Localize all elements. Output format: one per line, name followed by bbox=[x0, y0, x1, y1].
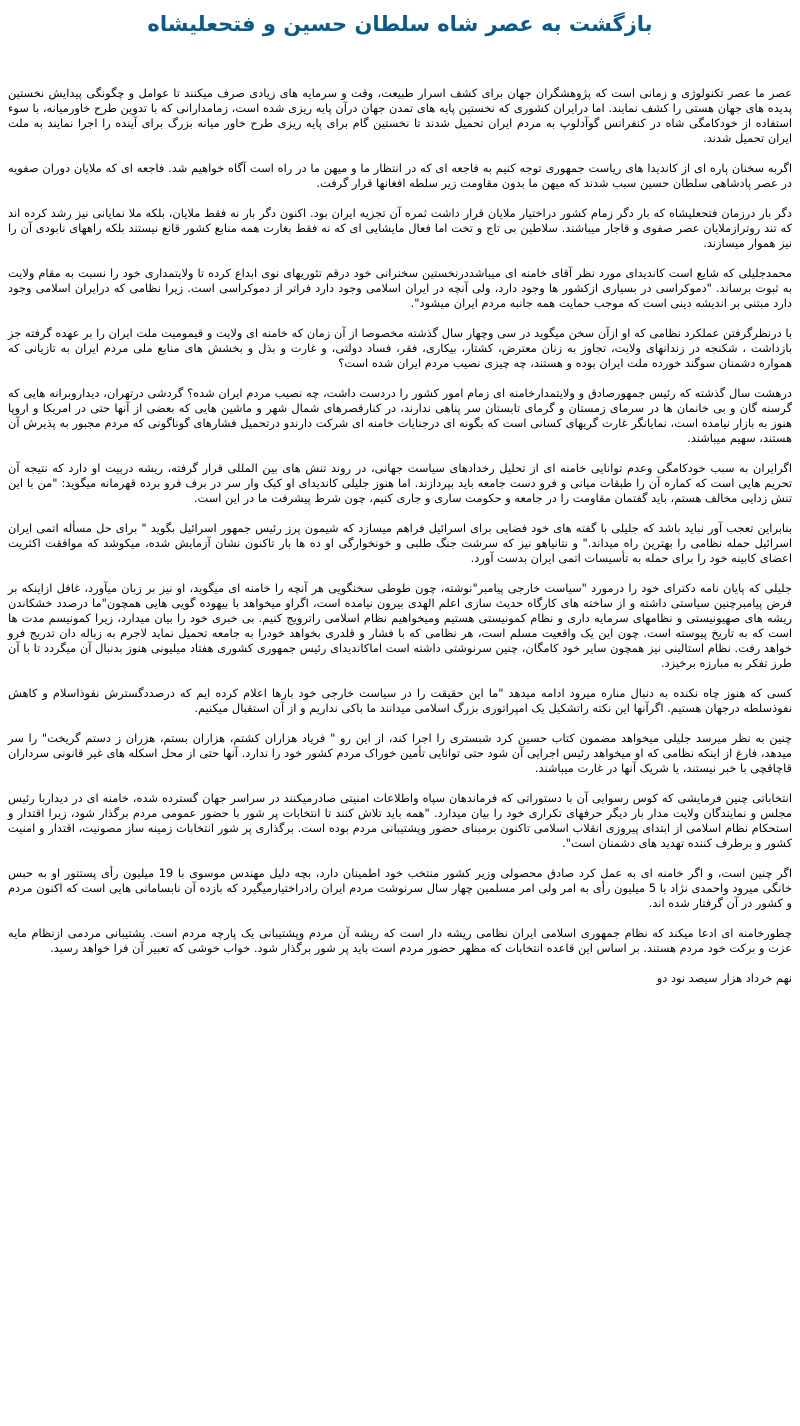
article-paragraph: اگربه سخنان پاره ای از کاندیدا های ریاست جمهوری توجه کنیم به فاجعه ای که در انتظار ما و میهن ما در راه است آگاه خواهیم شد. فاجعه ای که ملایان دوران صفویه در عصر پادشاهی سلطان حسین سبب شدند که میهن ما بدون مقاومت زیر سلطه افغانها قرار گرفت. bbox=[8, 161, 792, 190]
article-paragraph: با درنظرگرفتن عملکرد نظامی که او ازآن سخن میگوید در سی وچهار سال گذشته مخصوصا از آن زمان که خامنه ای ولایت و قیمومیت ملت ایران را بر عهده گرفته جز بازداشت ، شکنجه در زندانهای ولایت، تجاوز به زنان معترض، کشتار، بیکاری، فقر، فساد دولتی، و غارت و بذل و بخشش های منابع ملی مردم ایران به تازیانی که همواره دشمنان سوگند خورده ملت ایران بوده و هستند، چه چیزی نصیب مردم ایران شده است؟ bbox=[8, 326, 792, 370]
article-paragraph: کسی که هنوز چاه نکنده به دنبال مناره میرود ادامه میدهد "ما این حقیقت را در سیاست خارجی خود بارها اعلام کرده ایم که درصددگسترش نفوذاسلام و کاهش نفوذسلطه درجهان هستیم. اگرآنها این نکته راتشکیل یک امپراتوری بزرگ اسلامی میدانند ما باکی نداریم و از آن استقبال میکنیم. bbox=[8, 686, 792, 715]
article-paragraph: جلیلی که پایان نامه دکترای خود را درمورد "سیاست خارجی پیامبر"نوشته، چون طوطی سخنگویی هر آنچه را خامنه ای میگوید، او نیز بر زبان میآورد، غافل ازاینکه بر فرض پیامبرچنین سیاستی داشته و از ساخته های کارگاه حدیث سازی اعلم الهدی بیرون نیامده است، اگراو میخواهد با بیهوده گویی هایی همچون"ما درصدد خشکاندن ریشه های صهیونیستی و نظامهای سرمایه داری و نظام کمونیستی هستیم ومیخواهیم نظام اسلامی راترویج کنیم. بی خبری خود را بیان میدارد، زیرا کمونیسم مدت ها است که به تاریخ پیوسته است. چون این یک واقعیت مسلم است، هر نظامی که با فشار و قلدری بخواهد خودرا به جامعه تحمیل نماید لاجرم به زباله دان تدریج فرو خواهد رفت. نظام استالینی نیز همچون سایر خود کامگان، چنین سرنوشتی داشته است اماکاندیدای رئیس جمهوری کشوری هفتاد میلیونی هنوز بدنبال آن میگردد تا با آن طرز تفکر به مبارزه برخیزد. bbox=[8, 581, 792, 670]
article-paragraph: محمدجلیلی که شایع است کاندیدای مورد نظر آقای خامنه ای میباشددرنخستین سخنرانی خود درقم تئوریهای نوی ابداع کرده تا ولایتمداری خود را نسبت به مقام ولایت به ثبوت برساند. "دموکراسی در بسیاری ازکشور ها وجود دارد، ولی آنچه در ایران اسلامی وجود دارد فراتر از دموکراسی است. زیرا نظامی که درایران اسلامی وجود دارد مبتنی بر اندیشه دینی است که موجب حمایت همه جانبه مردم ایران میشود". bbox=[8, 266, 792, 310]
article-date: نهم خرداد هزار سیصد نود دو bbox=[656, 971, 792, 985]
article-paragraph: درهشت سال گذشته که رئیس جمهورصادق و ولایتمدارخامنه ای زمام امور کشور را دردست داشت، چه نصیب مردم ایران شده؟ گردشی درتهران، دیداروبرانه هایی که گرسنه گان و بی خانمان ها در سرمای زمستان و گرمای تابستان سر پناهی ندارند، در کنارقصرهای شمال شهر و ماشین هایی که بعضی از آنها حتی در امریکا و اروپا هنوز به بازار نیامده است، نمایانگر غارت گریهای کسانی است که بگونه ای درجنایات خامنه ای شرکت دارندو درتحمیل فشارهای گوناگونی که مردم مجبور به پذیرش آن هستند، سهیم میباشند. bbox=[8, 386, 792, 445]
article-body bbox=[8, 86, 792, 986]
article-paragraph: بنابراین تعجب آور نباید باشد که جلیلی با گفته های خود فضایی برای اسرائیل فراهم میسازد که شیمون پرز رئیس جمهور اسرائیل بگوید " برای حل مسأله اتمی ایران اسرائیل حمله نظامی را بهترین راه میداند." و نتانیاهو نیز که سرشت جنگ طلبی و خونخوارگی او ده ها بار تاکنون نشان آزمایش شده، میکوشد که موافقت اکثریت اعضای کابینه خود را برای حمله به تأسیسات اتمی ایران بدست آورد. bbox=[8, 521, 792, 565]
article-paragraph: اگرایران به سبب خودکامگی وعدم توانایی خامنه ای از تحلیل رخدادهای سیاست جهانی، در روند تنش های بین المللی قرار گرفته، ریشه دربیت او دارد که نتیجه آن تحریم هایی است که کماره آن را طبقات میانی و فرو دست جامعه باید بپردازند. اما هنوز جلیلی کاندیدای او کبک وار سر در برف فرو برده قهرمانه میگوید: "من با این تنش زدایی مخالف هستم، باید گفتمان مقاومت را در جامعه و حکومت ساری و جاری کنیم، چون شرط پیشرفت ما در این است. bbox=[8, 461, 792, 505]
page-title: بازگشت به عصر شاه سلطان حسین و فتحعلیشاه bbox=[147, 12, 653, 36]
article-paragraph: دگر بار درزمان فتحعلیشاه که بار دگر زمام کشور دراختیار ملایان قرار داشت ثمره آن تجزیه ایران بود. اکنون دگر بار نه فقط ملایان، بلکه ملا نمایانی نیز رشد کرده اند که تند روترازملایان عصر صفوی و قاجار میباشند. سلاطین بی تاج و تخت اما فعال مایشایی ای که نه فقط بغارت همه منابع کشور قانع نیستند بلکه راههای نابودی آن را نیز هموار میسازند. bbox=[8, 206, 792, 250]
article-paragraph: چنین به نظر میرسد جلیلی میخواهد مضمون کتاب حسین کرد شبستری را اجرا کند، از این رو " فریاد هزاران کشتم، هزاران بستم، هزران ز دستم گریخت" را سر میدهد، فارغ از اینکه نظامی که او میخواهد رئیس اجرایی آن شود حتی توانایی تأمین خوراک مردم کشور خود را ندارد. آنها حتی از محل اسکله های غیر قانونی سرداران قاچاقچی با خبر نیستند، یا شریک آنها در غارت میباشند. bbox=[8, 731, 792, 775]
article-paragraph: چطورخامنه ای ادعا میکند که نظام جمهوری اسلامی ایران نظامی ریشه دار است که ریشه آن مردم وپشتیبانی یک پارچه مردم است. پشتیبانی مردمی ازنظام مایه عزت و برکت خود مردم هستند. بر اساس این قاعده انتخابات که مظهر حضور مردم است باید پر شور برگذار شود. خواب خوشی که تعبیر آن فرا خواهد رسید. bbox=[8, 926, 792, 955]
article-paragraph: اگر چنین است، و اگر خامنه ای به عمل کرد صادق محصولی وزیر کشور منتخب خود اطمینان دارد، بچه دلیل مهندس موسوی با 19 میلیون رأی پستتور او به حبس خانگی میرود واحمدی نژاد با 5 میلیون رأی به امر ولی امر مسلمین چهار سال سرنوشت مردم ایران رادراختیارمیگیرد که بازده آن نابسامانی هایی است که اکنون مردم و کشور در آن گرفتار شده اند. bbox=[8, 866, 793, 910]
article-paragraph: عصر ما عصر تکنولوژی و زمانی است که پژوهشگران جهان برای کشف اسرار طبیعت، وقت و سرمایه های زیادی صرف میکنند تا عوامل و چگونگی پیدایش نخستین پدیده های جهان هستی را کشف نمایند. اما درایران کشوری که نخستین پایه های تمدن جهان درآن پایه ریزی شده است، زمامدارانی که با تدوین طرح خاورمیانه، با سوء استفاده از خودکامگی شاه در کنفرانس گوآدلوپ به مردم ایران تحمیل شدند تا نخستین گام برای پایه ریزی طرح خاور میانه بزرگ برای آینده را اجرا نمایند به ملت ایران تحمیل شدند. bbox=[8, 86, 792, 145]
article-paragraph: انتخاباتی چنین فرمایشی که کوس رسوایی آن با دستوراتی که فرماندهان سپاه واطلاعات امنیتی صادرمیکنند در سراسر جهان گسترده شده، خامنه ای در دیداربا رئیس مجلس و نمایندگان ولایت مدار بار دیگر حرفهای تکراری خود را بیان میدارد. "همه باید تلاش کنند تا انتخابات پر شور با حضور عمومی مردم برگذار شود، زیرا اقتدار و استحکام نظام اسلامی از ابتدای پیروزی انقلاب اسلامی تاکنون برمبنای حضور وپشتیبانی مردم بوده است. برگذاری پر شور انتخابات زمینه ساز مصونیت، اقتدار و امنیت کشور و برطرف کننده تهدید های دشمنان است". bbox=[8, 791, 792, 850]
